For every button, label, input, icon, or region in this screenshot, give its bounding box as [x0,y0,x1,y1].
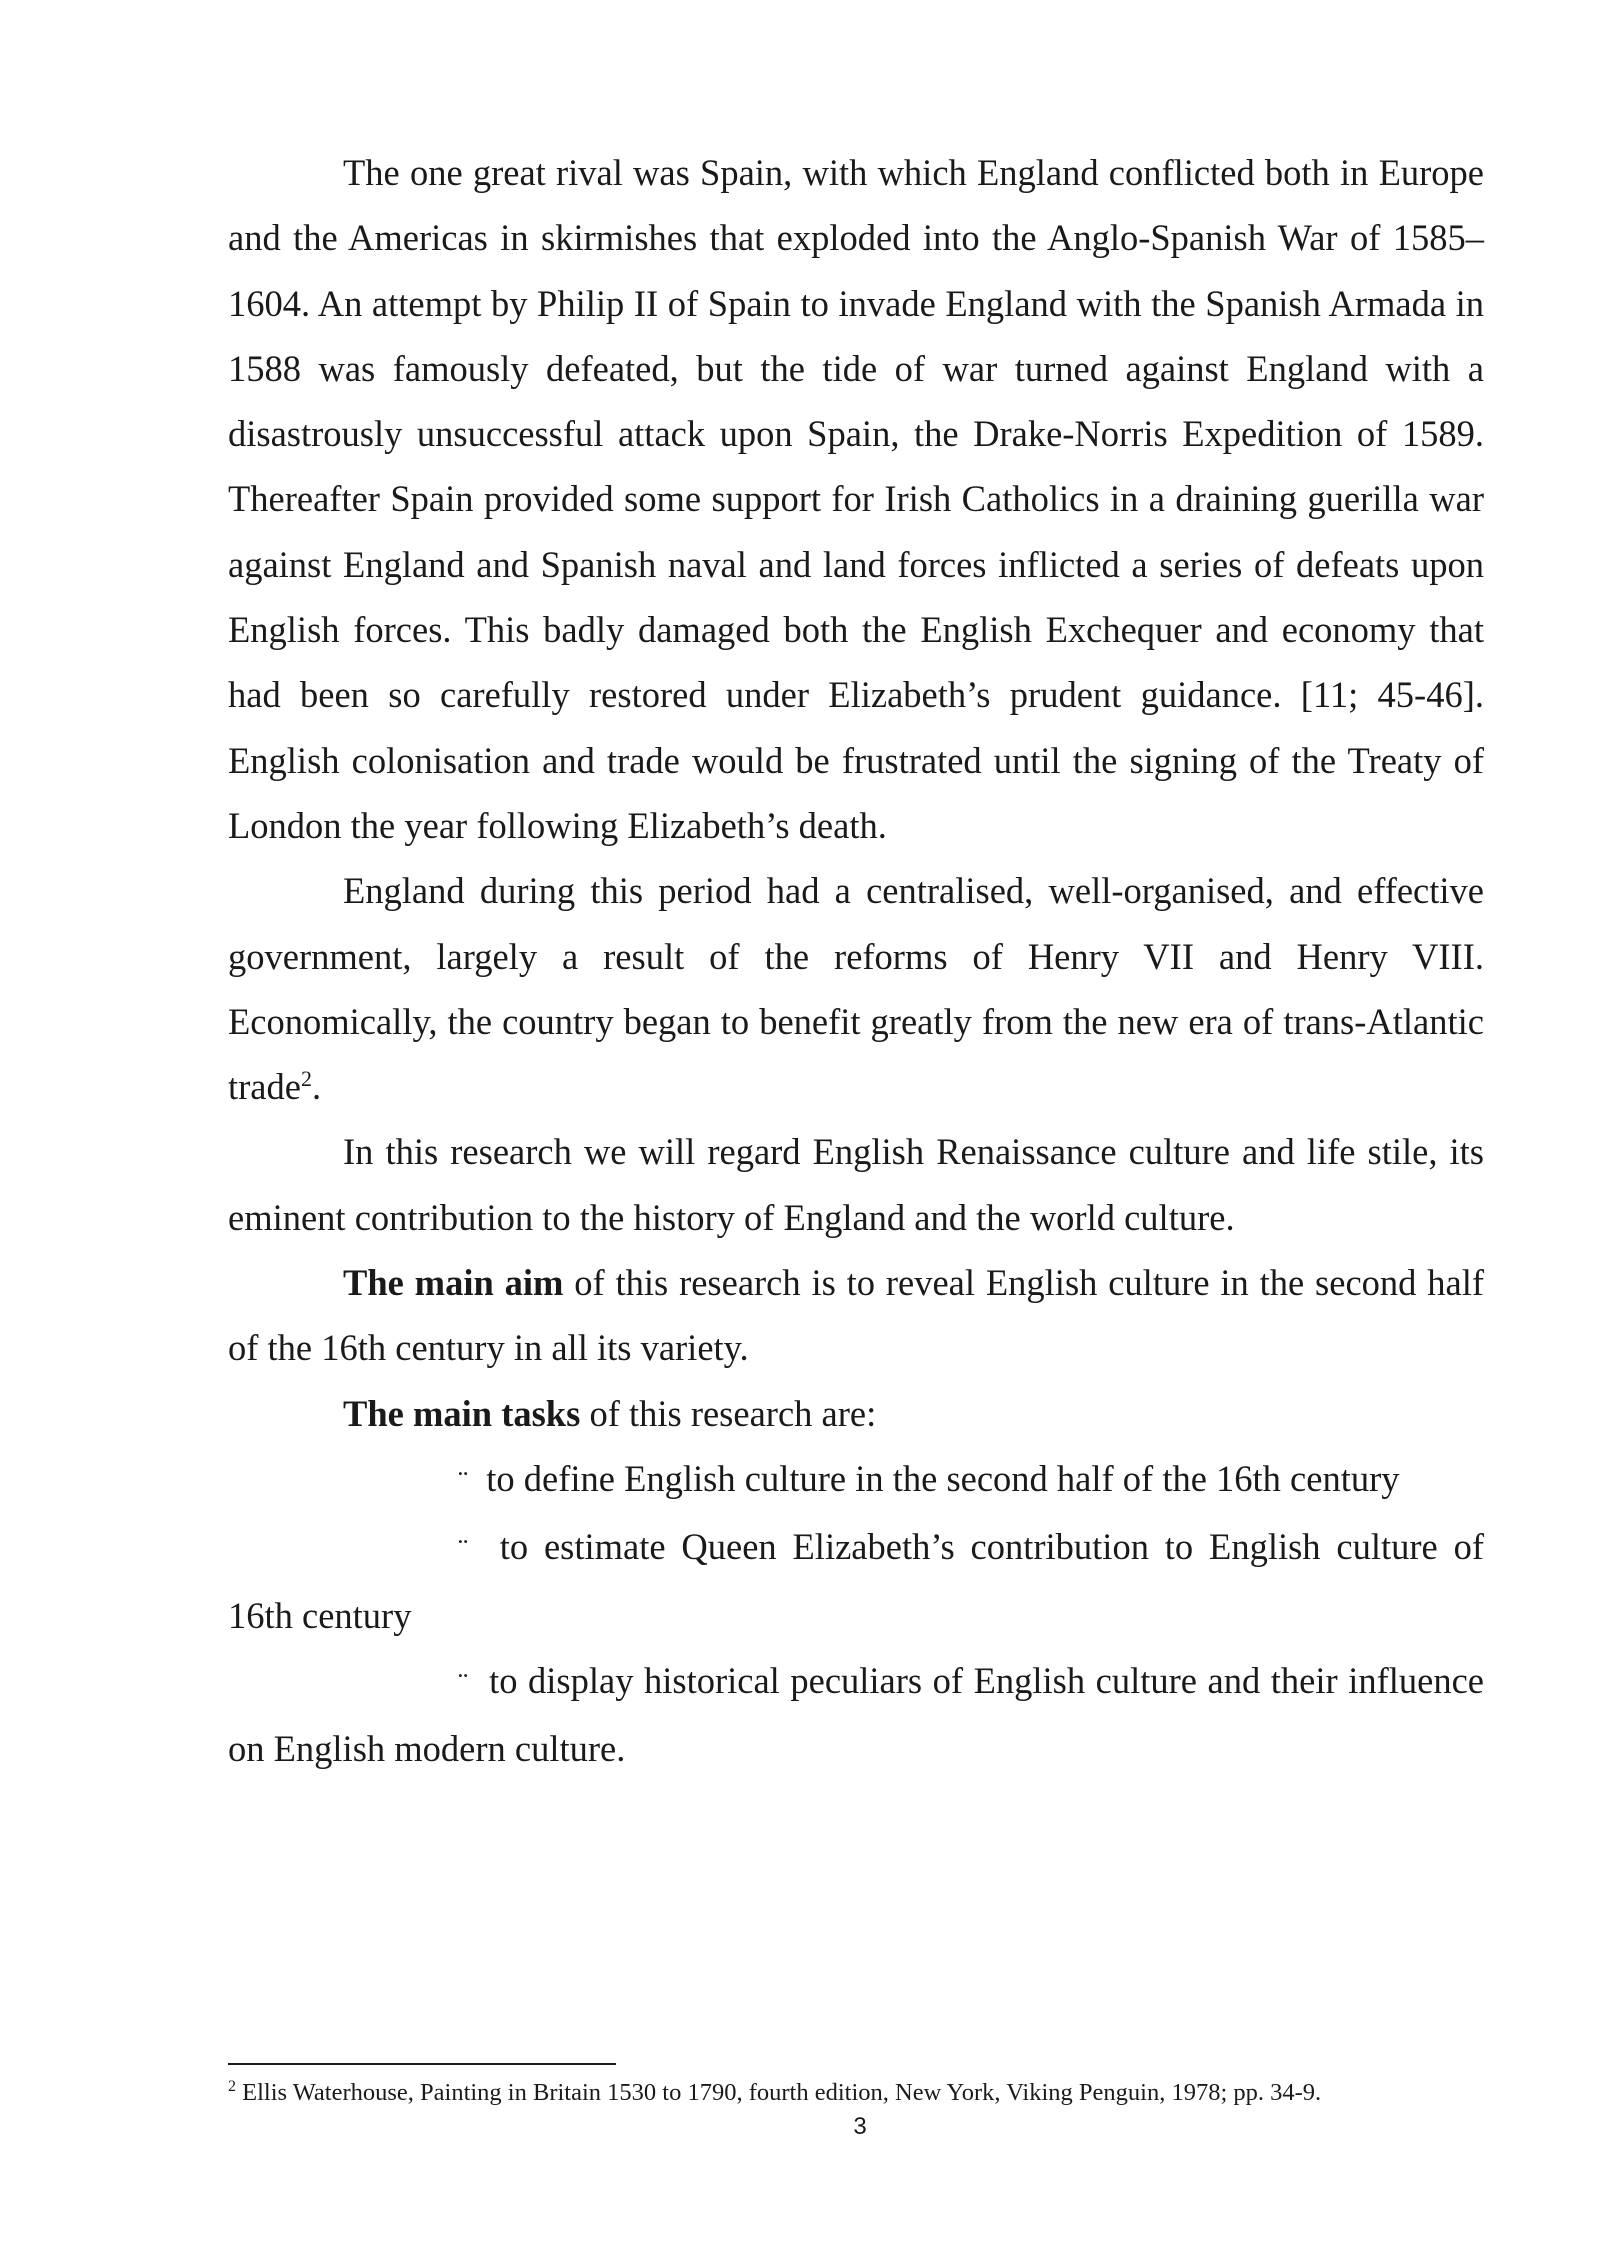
body-text [228,140,1484,1781]
paragraph-government-end: . [311,1066,322,1108]
task-item-display [228,1648,1484,1782]
task-item-display-text: to display historical peculiars of English culture and their influence on English modern culture. [228,1659,1485,1770]
main-aim-text: of this research is to reveal English culture in the second half of the 16th century in all its variety. [228,1262,1484,1369]
footnote-reference[interactable]: 2 [300,1066,312,1091]
paragraph-government-text: England during this period had a centralised, well-organised, and effective government, largely a result of the reforms of Henry VII and Henry VIII. Economically, the country began to benefit greatly from the new era of trans-Atlantic trade [228,870,1484,1108]
task-item-estimate [228,1514,1484,1648]
task-item-define [228,1446,1484,1514]
paragraph-research-scope: In this research we will regard English Renaissance culture and life stile, its eminent contribution to the history of England and the world culture. [228,1131,1484,1238]
bullet-icon: ¨ [458,1533,468,1567]
paragraph-main-aim [228,1250,1484,1381]
bullet-icon: ¨ [458,1666,468,1700]
footnote-text: Ellis Waterhouse, Painting in Britain 1530 to 1790, fourth edition, New York, Viking Penguin, 1978; pp. 34-9. [242,2079,1322,2106]
bullet-icon: ¨ [458,1464,468,1498]
main-tasks-text: of this research are: [580,1392,877,1434]
page-number: 3 [853,2113,867,2140]
main-tasks-label: The main tasks [343,1392,581,1434]
main-aim-label: The main aim [343,1262,564,1304]
footnote-number: 2 [228,2077,236,2095]
task-item-define-text: to define English culture in the second half of the 16th century [486,1457,1400,1499]
footnote [228,2076,1528,2110]
footnote-separator [228,2063,616,2065]
task-item-estimate-text: to estimate Queen Elizabeth’s contribution to English culture of 16th century [228,1526,1484,1636]
paragraph-main-tasks [228,1381,1484,1446]
paragraph-government-economy [228,858,1484,1119]
paragraph-spain-rivalry: The one great rival was Spain, with which England conflicted both in Europe and the Americas in skirmishes that exploded into the Anglo-Spanish War of 1585–1604. An attempt by Philip II of Spain to invade England with the Spanish Armada in 1588 was famously defeated, but the tide of war turned against England with a disastrously unsuccessful attack upon Spain, the Drake-Norris Expedition of 1589. Thereafter Spain provided some support for Irish Catholics in a draining guerilla war against England and Spanish naval and land forces inflicted a series of defeats upon English forces. This badly damaged both the English Exchequer and economy that had been so carefully restored under Elizabeth’s prudent guidance. [11; 45-46]. English colonisation and trade would be frustrated until the signing of the Treaty of London the year following Elizabeth’s death. [228,152,1484,846]
